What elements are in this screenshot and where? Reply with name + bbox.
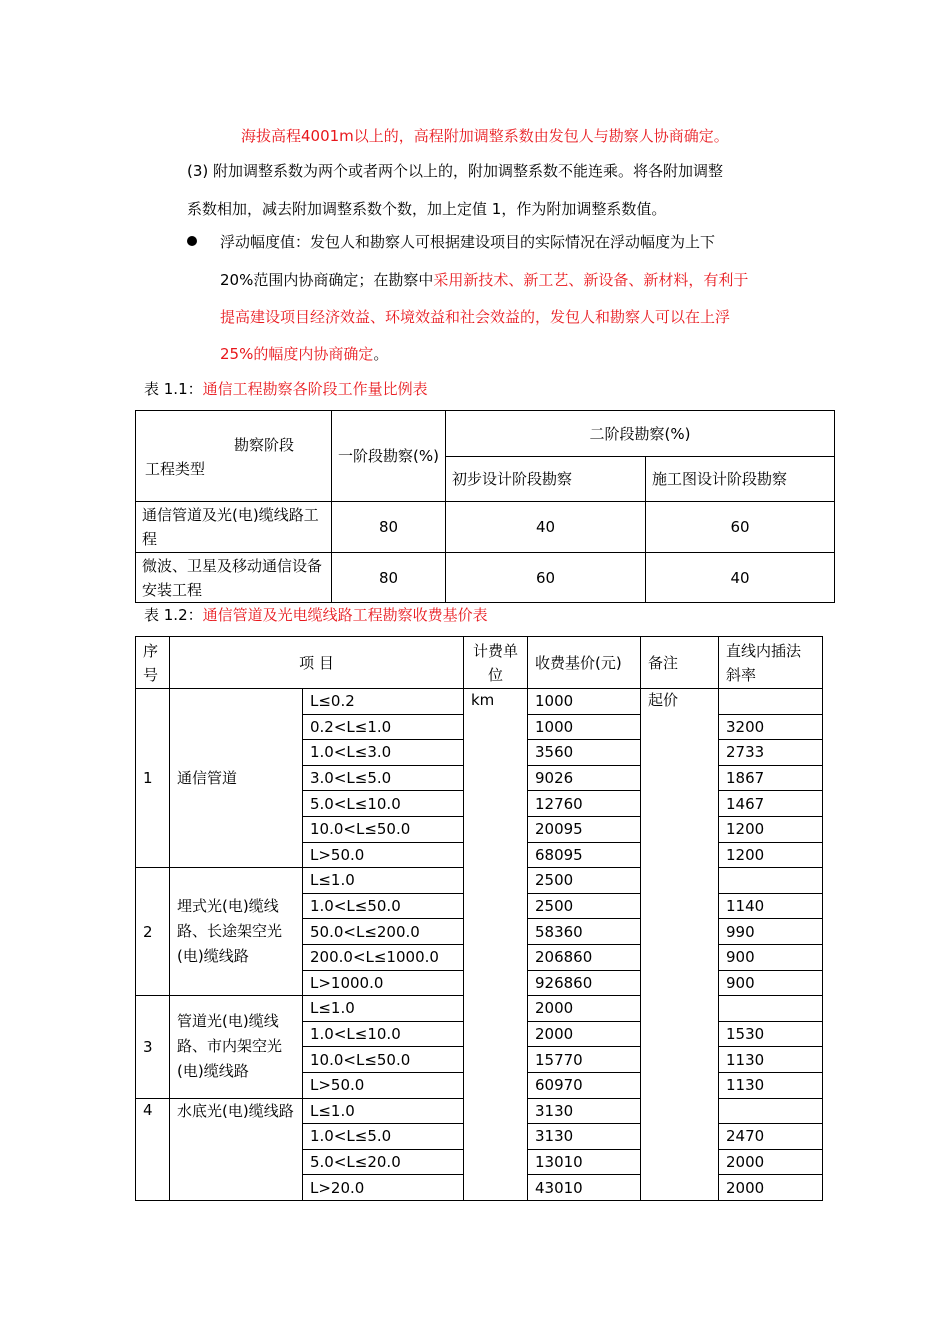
table2-slope: 3200 xyxy=(719,714,823,740)
table2-range: L>20.0 xyxy=(303,1175,464,1201)
table2-range: 5.0<L≤10.0 xyxy=(303,791,464,817)
table2-slope xyxy=(719,996,823,1022)
table2-price: 1000 xyxy=(528,689,641,715)
table1-caption xyxy=(144,379,428,399)
table2-range: L>50.0 xyxy=(303,1072,464,1098)
bullet-line4-end: 。 xyxy=(373,345,389,363)
table2-group-name: 埋式光(电)缆线路、长途架空光(电)缆线路 xyxy=(170,868,303,996)
table1-caption-title: 通信工程勘察各阶段工作量比例表 xyxy=(202,380,428,398)
table1-row2-prelim: 60 xyxy=(446,553,646,603)
table2-head-no: 序号 xyxy=(136,637,170,689)
table2-caption-title: 通信管道及光电缆线路工程勘察收费基价表 xyxy=(202,606,488,624)
table2-slope xyxy=(719,689,823,715)
table2-slope: 2000 xyxy=(719,1149,823,1175)
table2-range: 1.0<L≤5.0 xyxy=(303,1124,464,1150)
table2-head-slope: 直线内插法斜率 xyxy=(719,637,823,689)
table-row xyxy=(136,689,823,715)
table2-price: 58360 xyxy=(528,919,641,945)
bullet-line4 xyxy=(220,344,388,364)
table2-price: 926860 xyxy=(528,970,641,996)
table2-price: 9026 xyxy=(528,765,641,791)
table2-range: 5.0<L≤20.0 xyxy=(303,1149,464,1175)
table2-head-note: 备注 xyxy=(641,637,719,689)
table2-range: L≤0.2 xyxy=(303,689,464,715)
table2-head-price: 收费基价(元) xyxy=(528,637,641,689)
table-fee-base-price xyxy=(135,636,823,1201)
table2-range: 50.0<L≤200.0 xyxy=(303,919,464,945)
table1-row2-type: 微波、卫星及移动通信设备安装工程 xyxy=(136,553,332,603)
table2-price: 3130 xyxy=(528,1098,641,1124)
bullet-line1: 浮动幅度值：发包人和勘察人可根据建设项目的实际情况在浮动幅度为上下 xyxy=(220,233,716,251)
table1-head-construct: 施工图设计阶段勘察 xyxy=(646,457,835,502)
table2-slope xyxy=(719,868,823,894)
para-adjust-line2: 系数相加，减去附加调整系数个数，加上定值 1，作为附加调整系数值。 xyxy=(187,200,667,218)
table2-range: 10.0<L≤50.0 xyxy=(303,1047,464,1073)
table2-slope xyxy=(719,1098,823,1124)
para-altitude: 海拔高程4001m以上的，高程附加调整系数由发包人与勘察人协商确定。 xyxy=(241,127,729,145)
table2-slope: 2470 xyxy=(719,1124,823,1150)
table2-range: 10.0<L≤50.0 xyxy=(303,816,464,842)
table2-group-no: 2 xyxy=(136,868,170,996)
table2-range: 1.0<L≤3.0 xyxy=(303,740,464,766)
table2-slope: 2000 xyxy=(719,1175,823,1201)
table2-group-name: 水底光(电)缆线路 xyxy=(170,1098,303,1200)
table2-note: 起价 xyxy=(641,689,719,1201)
table2-head-item: 项 目 xyxy=(170,637,464,689)
table2-slope: 1467 xyxy=(719,791,823,817)
table2-slope: 2733 xyxy=(719,740,823,766)
table2-price: 1000 xyxy=(528,714,641,740)
table2-price: 15770 xyxy=(528,1047,641,1073)
table1-head-prelim: 初步设计阶段勘察 xyxy=(446,457,646,502)
table2-price: 2500 xyxy=(528,893,641,919)
bullet-line4-red: 25%的幅度内协商确定 xyxy=(220,345,374,363)
table1-row1-one: 80 xyxy=(332,502,446,553)
table2-range: L≤1.0 xyxy=(303,1098,464,1124)
table1-row1-construct: 60 xyxy=(646,502,835,553)
table-survey-stage-ratio xyxy=(135,410,835,603)
table2-price: 206860 xyxy=(528,944,641,970)
table2-slope: 1200 xyxy=(719,816,823,842)
bullet-line3: 提高建设项目经济效益、环境效益和社会效益的，发包人和勘察人可以在上浮 xyxy=(220,308,731,326)
table2-group-name: 管道光(电)缆线路、市内架空光(电)缆线路 xyxy=(170,996,303,1098)
table2-slope: 990 xyxy=(719,919,823,945)
table2-slope: 900 xyxy=(719,970,823,996)
table2-range: L>1000.0 xyxy=(303,970,464,996)
table2-slope: 1130 xyxy=(719,1047,823,1073)
bullet-dot xyxy=(187,236,197,246)
table2-caption xyxy=(144,605,488,625)
table2-price: 43010 xyxy=(528,1175,641,1201)
table2-slope: 1200 xyxy=(719,842,823,868)
table2-range: L≤1.0 xyxy=(303,868,464,894)
table2-price: 68095 xyxy=(528,842,641,868)
table2-range: L≤1.0 xyxy=(303,996,464,1022)
table1-row2-construct: 40 xyxy=(646,553,835,603)
table2-range: 0.2<L≤1.0 xyxy=(303,714,464,740)
table1-head-one: 一阶段勘察(%) xyxy=(332,411,446,502)
table2-slope: 1140 xyxy=(719,893,823,919)
table1-row1-type: 通信管道及光(电)缆线路工程 xyxy=(136,502,332,553)
table1-caption-prefix: 表 1.1： xyxy=(144,380,203,398)
table1-head-type: 工程类型 xyxy=(145,460,206,478)
table2-group-no: 1 xyxy=(136,689,170,868)
table2-slope: 900 xyxy=(719,944,823,970)
table2-range: 1.0<L≤10.0 xyxy=(303,1021,464,1047)
table2-price: 3130 xyxy=(528,1124,641,1150)
table2-group-no: 4 xyxy=(136,1098,170,1200)
table1-row1-prelim: 40 xyxy=(446,502,646,553)
table-row xyxy=(136,502,835,553)
table2-range: 200.0<L≤1000.0 xyxy=(303,944,464,970)
table2-group-no: 3 xyxy=(136,996,170,1098)
table-row xyxy=(136,553,835,603)
bullet-line2-black: 20%范围内协商确定；在勘察中 xyxy=(220,271,434,289)
table2-range: L>50.0 xyxy=(303,842,464,868)
table2-price: 2000 xyxy=(528,1021,641,1047)
table2-price: 2000 xyxy=(528,996,641,1022)
table2-range: 3.0<L≤5.0 xyxy=(303,765,464,791)
para-adjust-line1: (3) 附加调整系数为两个或者两个以上的，附加调整系数不能连乘。将各附加调整 xyxy=(187,162,724,180)
table2-slope: 1867 xyxy=(719,765,823,791)
table2-caption-prefix: 表 1.2： xyxy=(144,606,203,624)
table2-slope: 1530 xyxy=(719,1021,823,1047)
bullet-line2 xyxy=(220,270,748,290)
table2-price: 20095 xyxy=(528,816,641,842)
table2-price: 60970 xyxy=(528,1072,641,1098)
table2-group-name: 通信管道 xyxy=(170,689,303,868)
table1-corner-header xyxy=(136,411,332,502)
table2-price: 13010 xyxy=(528,1149,641,1175)
bullet-line2-red: 采用新技术、新工艺、新设备、新材料，有利于 xyxy=(433,271,749,289)
table1-head-two: 二阶段勘察(%) xyxy=(446,411,835,457)
table2-head-unit: 计费单位 xyxy=(464,637,528,689)
table2-price: 3560 xyxy=(528,740,641,766)
table2-price: 2500 xyxy=(528,868,641,894)
table1-head-stage: 勘察阶段 xyxy=(234,436,295,454)
table2-slope: 1130 xyxy=(719,1072,823,1098)
table2-price: 12760 xyxy=(528,791,641,817)
table1-row2-one: 80 xyxy=(332,553,446,603)
table2-range: 1.0<L≤50.0 xyxy=(303,893,464,919)
table2-unit: km xyxy=(464,689,528,1201)
